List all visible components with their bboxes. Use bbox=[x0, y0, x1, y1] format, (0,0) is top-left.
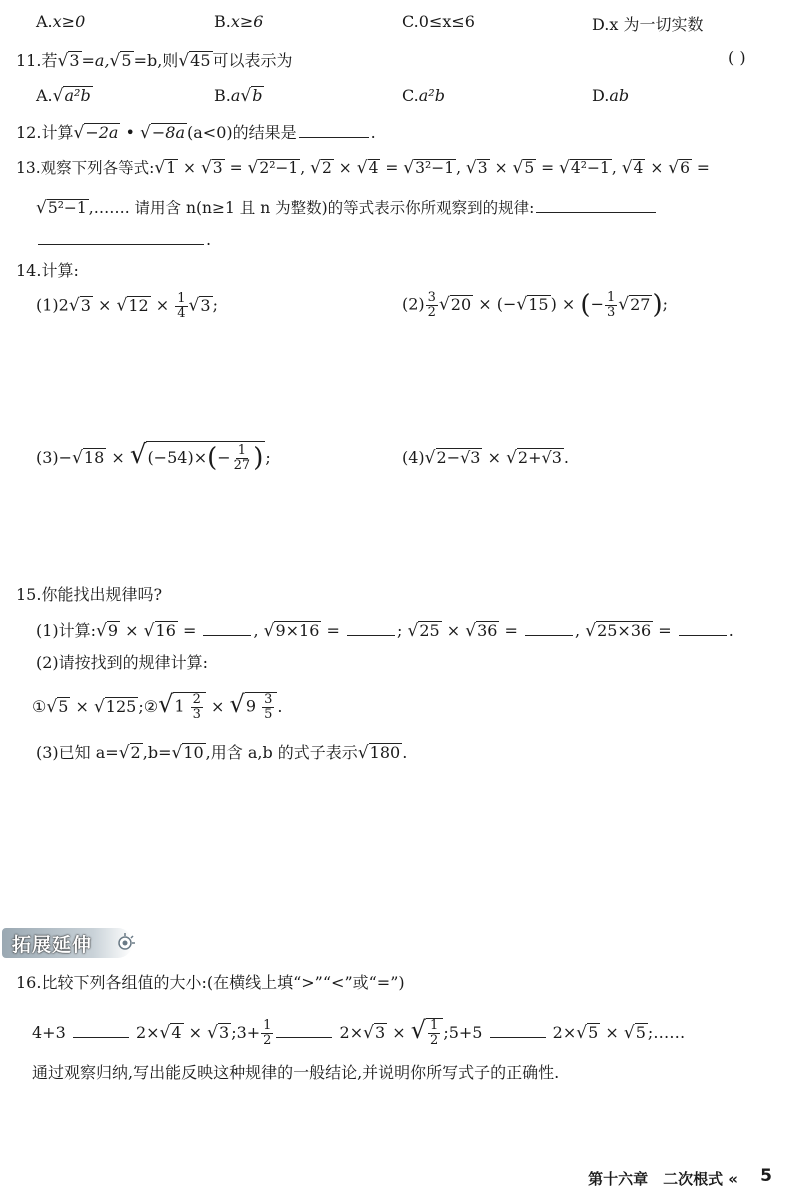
stem-text: (a<0)的结果是 bbox=[187, 123, 297, 142]
q11-option-d bbox=[592, 86, 629, 105]
radicand: 16 bbox=[155, 621, 176, 640]
whole: 1 bbox=[174, 697, 185, 716]
answer-blank[interactable] bbox=[203, 634, 251, 636]
sqrt-symbol: √ bbox=[96, 621, 107, 641]
option-value: 0≤x≤6 bbox=[418, 12, 475, 31]
radicand: 4²−1 bbox=[570, 159, 610, 177]
sqrt-symbol: √ bbox=[140, 123, 151, 143]
radicand: 3 bbox=[374, 1023, 386, 1042]
option-value: x≥6 bbox=[230, 12, 264, 31]
circled-number: ;② bbox=[138, 697, 159, 716]
stem-text: =b,则 bbox=[133, 51, 179, 70]
sqrt-symbol: √ bbox=[310, 158, 321, 178]
sqrt-symbol: √ bbox=[618, 294, 630, 315]
answer-paren: ( ) bbox=[728, 48, 746, 67]
answer-blank[interactable] bbox=[347, 634, 395, 636]
numerator: 3 bbox=[264, 692, 273, 708]
numerator: 2 bbox=[192, 692, 201, 708]
radicand: 3²−1 bbox=[415, 159, 455, 177]
sqrt-symbol: √ bbox=[410, 1016, 427, 1044]
radicand: 15 bbox=[528, 294, 549, 314]
radicand: 36 bbox=[477, 621, 498, 640]
sqrt-symbol: √ bbox=[188, 295, 200, 316]
expression: 2× bbox=[339, 1023, 364, 1042]
stem-text: ,……. 请用含 n(n≥1 且 n 为整数)的等式表示你所观察到的规律: bbox=[88, 199, 535, 217]
fraction bbox=[191, 693, 203, 721]
question-number: 14. bbox=[16, 261, 42, 280]
q12-stem bbox=[16, 120, 376, 143]
sqrt-symbol: √ bbox=[229, 690, 245, 718]
radicand: 3 bbox=[69, 51, 80, 70]
sqrt-symbol: √ bbox=[407, 621, 419, 641]
stem-text: ,b= bbox=[142, 743, 172, 762]
radicand: 2−√3 bbox=[436, 448, 481, 467]
sqrt-symbol: √ bbox=[585, 621, 597, 641]
option-value: x≥0 bbox=[52, 12, 86, 31]
radicand: (−54)×(− $\frac{1}{27}$ ) bbox=[147, 443, 264, 474]
part-label: (4) bbox=[402, 448, 425, 467]
denominator: 27 bbox=[233, 458, 251, 473]
radicand: 27 bbox=[630, 294, 651, 314]
denominator: 3 bbox=[606, 304, 616, 320]
stem-text: ,用含 a,b 的式子表示 bbox=[205, 743, 358, 762]
stem-text: . bbox=[402, 743, 408, 762]
stem-text: 可以表示为 bbox=[212, 51, 293, 70]
answer-blank[interactable] bbox=[299, 136, 369, 138]
q16-conclusion: 通过观察归纳,写出能反映这种规律的一般结论,并说明你所写式子的正确性. bbox=[32, 1063, 560, 1082]
sqrt-symbol: √ bbox=[118, 743, 130, 763]
sqrt-symbol: √ bbox=[240, 86, 252, 106]
numerator: 1 bbox=[263, 1018, 272, 1034]
sqrt-symbol: √ bbox=[356, 158, 368, 178]
option-letter: B. bbox=[214, 86, 231, 105]
q10-option-b bbox=[214, 12, 263, 31]
radicand: 180 bbox=[369, 743, 401, 762]
q10-option-a bbox=[36, 12, 85, 31]
sqrt-symbol: √ bbox=[158, 690, 174, 718]
option-letter: C. bbox=[402, 86, 419, 105]
part-label: (3) bbox=[36, 448, 59, 467]
option-value: a bbox=[230, 86, 241, 105]
sqrt-symbol: √ bbox=[465, 621, 477, 641]
fraction bbox=[262, 693, 274, 721]
option-letter: D. bbox=[592, 15, 610, 34]
sqrt-symbol: √ bbox=[207, 1023, 218, 1043]
sparkle-icon bbox=[114, 932, 136, 954]
stem-text: . bbox=[370, 123, 376, 142]
sqrt-symbol: √ bbox=[57, 51, 69, 71]
sqrt-symbol: √ bbox=[72, 448, 83, 468]
sqrt-symbol: √ bbox=[36, 198, 47, 218]
radicand: 20 bbox=[450, 294, 472, 314]
expression: 4+3 bbox=[32, 1023, 66, 1042]
expression: ;3+ bbox=[231, 1023, 261, 1042]
radicand: 3 bbox=[200, 295, 211, 315]
paren-open: ( bbox=[580, 290, 591, 320]
denominator: 2 bbox=[263, 1033, 272, 1048]
section-title: 拓展延伸 bbox=[12, 934, 93, 956]
stem-text: ; bbox=[212, 295, 218, 315]
answer-blank[interactable] bbox=[73, 1036, 129, 1038]
radicand: 6 bbox=[680, 159, 690, 177]
radicand: 3 bbox=[80, 295, 91, 315]
radicand: 4 bbox=[633, 159, 644, 177]
denominator: 2 bbox=[427, 304, 436, 320]
numerator: 1 bbox=[430, 1018, 439, 1034]
fraction bbox=[175, 292, 187, 320]
radicand: 5 bbox=[524, 159, 535, 177]
expression: 2× bbox=[552, 1023, 577, 1042]
numerator: 1 bbox=[606, 289, 616, 305]
sqrt-symbol: √ bbox=[116, 295, 128, 316]
sqrt-symbol: √ bbox=[143, 621, 155, 641]
sqrt-symbol: √ bbox=[154, 158, 166, 178]
q15-part-3 bbox=[36, 740, 407, 763]
radicand: 4 bbox=[171, 1023, 182, 1042]
q13-stem: 13.观察下列各等式:√1 × √3 = √2²−1 , √2 × √4 = √3²−1 , √3 × √5 = √4²−1 , √4 × √6 = bbox=[16, 158, 710, 178]
denominator: 4 bbox=[177, 305, 186, 321]
sqrt-symbol: √ bbox=[621, 158, 633, 178]
sqrt-symbol: √ bbox=[357, 743, 369, 763]
radicand: 2 bbox=[322, 159, 332, 177]
sqrt-symbol: √ bbox=[438, 294, 450, 315]
stem-text: • bbox=[120, 123, 141, 142]
q15-title bbox=[16, 582, 162, 605]
radicand: −8a bbox=[151, 123, 186, 142]
part-label: (2)请按找到的规律计算: bbox=[36, 653, 209, 672]
sqrt-symbol: √ bbox=[623, 1023, 635, 1043]
answer-blank[interactable] bbox=[276, 1036, 332, 1038]
sqrt-symbol: √ bbox=[559, 158, 570, 178]
sqrt-symbol: √ bbox=[200, 158, 212, 178]
numerator: 1 bbox=[237, 443, 247, 459]
option-value: ab bbox=[609, 86, 630, 105]
stem-text: . bbox=[563, 448, 569, 467]
stem-text: 你能找出规律吗? bbox=[41, 585, 163, 604]
sqrt-symbol: √ bbox=[93, 697, 105, 717]
sqrt-symbol: √ bbox=[516, 294, 528, 315]
radicand: 5²−1 bbox=[47, 199, 87, 217]
sqrt-symbol: √ bbox=[512, 158, 524, 178]
radicand: 3 bbox=[477, 159, 488, 177]
radicand: 5 bbox=[58, 697, 69, 716]
radicand bbox=[173, 692, 206, 721]
fraction bbox=[232, 444, 253, 472]
radicand: 4 bbox=[368, 159, 379, 177]
sqrt-symbol: √ bbox=[109, 51, 121, 71]
expression: 2× bbox=[135, 1023, 160, 1042]
stem-text: 计算 bbox=[41, 123, 74, 142]
expression: ;5+5 bbox=[443, 1023, 483, 1042]
denominator: 5 bbox=[264, 707, 273, 722]
q11-stem bbox=[16, 48, 293, 71]
denominator: 3 bbox=[192, 707, 201, 722]
radicand: 2²−1 bbox=[259, 159, 299, 177]
denominator: 2 bbox=[430, 1033, 439, 1048]
stem-text: =a, bbox=[81, 51, 110, 70]
radicand bbox=[426, 1018, 443, 1047]
sqrt-symbol: √ bbox=[465, 158, 477, 178]
page-number: 5 bbox=[760, 1166, 772, 1186]
fraction bbox=[261, 1019, 273, 1047]
sqrt-symbol: √ bbox=[424, 448, 436, 468]
radicand: 2+√3 bbox=[517, 448, 562, 467]
answer-blank[interactable] bbox=[490, 1036, 546, 1038]
circled-number: ① bbox=[32, 697, 47, 716]
sqrt-symbol: √ bbox=[403, 158, 415, 178]
option-letter: A. bbox=[36, 86, 53, 105]
fraction bbox=[428, 1019, 440, 1047]
sqrt-symbol: √ bbox=[178, 51, 190, 71]
sqrt-symbol: √ bbox=[363, 1023, 374, 1043]
radicand: 25 bbox=[419, 621, 440, 640]
answer-blank[interactable] bbox=[679, 634, 727, 636]
chapter-label: 第十六章 二次根式 « bbox=[588, 1170, 738, 1188]
radicand: 3 bbox=[212, 159, 223, 177]
radicand: 25×36 bbox=[597, 621, 652, 640]
sqrt-symbol: √ bbox=[46, 697, 58, 717]
radicand: −2a bbox=[85, 123, 119, 142]
q15-part-2-items: ①√5 × √125 ;②√1 $\frac{2}{3}$ × √9 $\frac{3}{5}$ . bbox=[32, 690, 283, 722]
q15-part-1: (1)计算:√9 × √16 = , √9×16 = ; √25 × √36 = , √25×36 = . bbox=[36, 621, 734, 641]
option-value: x 为一切实数 bbox=[609, 15, 704, 34]
q13-stem-line2 bbox=[36, 196, 658, 218]
q15-part-2 bbox=[36, 650, 208, 673]
sqrt-symbol: √ bbox=[263, 621, 275, 641]
q10-option-d bbox=[592, 12, 703, 35]
sqrt-symbol: √ bbox=[171, 743, 183, 763]
q11-option-b bbox=[214, 86, 264, 106]
radicand: 5 bbox=[588, 1023, 599, 1042]
radicand: 9×16 bbox=[275, 621, 320, 640]
part-label: (1)计算: bbox=[36, 621, 97, 640]
q16-title bbox=[16, 970, 405, 993]
stem-text: . bbox=[206, 230, 212, 249]
radicand: 5 bbox=[635, 1023, 646, 1042]
section-banner bbox=[2, 928, 132, 958]
q13-stem-line3 bbox=[36, 230, 211, 249]
paren-close: ) bbox=[253, 443, 264, 474]
radicand: 2 bbox=[130, 743, 141, 762]
answer-blank[interactable] bbox=[525, 634, 573, 636]
paren-close: ) bbox=[652, 290, 663, 320]
q14-title bbox=[16, 258, 79, 281]
sqrt-symbol: √ bbox=[668, 158, 680, 178]
sqrt-symbol: √ bbox=[52, 86, 64, 106]
radicand: 9 bbox=[107, 621, 119, 640]
stem-text: 比较下列各组值的大小:(在横线上填“>”“<”或“=”) bbox=[41, 973, 405, 992]
option-letter: B. bbox=[214, 12, 231, 31]
radicand: 10 bbox=[183, 743, 204, 762]
q10-option-c bbox=[402, 12, 475, 31]
answer-blank[interactable] bbox=[38, 243, 204, 245]
question-number: 15. bbox=[16, 585, 42, 604]
radicand: 125 bbox=[105, 697, 137, 716]
fraction bbox=[605, 291, 617, 319]
q14-part-4: (4)√2−√3 × √2+√3 . bbox=[402, 448, 569, 468]
question-number: 11. bbox=[16, 51, 42, 70]
expression: ;…… bbox=[647, 1023, 686, 1042]
sqrt-symbol: √ bbox=[68, 295, 80, 316]
radicand-text: (−54)× bbox=[147, 448, 208, 467]
sqrt-symbol: √ bbox=[506, 448, 517, 468]
option-letter: A. bbox=[36, 12, 53, 31]
question-number: 16. bbox=[16, 973, 42, 992]
q14-part-3: (3)−√18 × √(−54)×(− $\frac{1}{27}$ ) ; bbox=[36, 440, 271, 474]
radicand: 5 bbox=[121, 51, 132, 70]
radicand: b bbox=[252, 86, 263, 105]
coefficient: 2 bbox=[58, 295, 69, 315]
fraction bbox=[426, 291, 438, 319]
sqrt-symbol: √ bbox=[159, 1023, 171, 1043]
numerator: 1 bbox=[177, 291, 186, 306]
part-label: (1) bbox=[36, 295, 59, 315]
q11-option-a bbox=[36, 86, 93, 106]
paren-open: ( bbox=[207, 443, 218, 474]
sqrt-symbol: √ bbox=[73, 123, 85, 143]
stem-text: 计算: bbox=[41, 261, 79, 280]
q16-comparisons: 4+3 2×√4 × √3 ;3+ $\frac{1}{2}$ 2×√3 × √ $\frac{1}{2}$ ;5+5 2×√5 × √5 ;…… bbox=[32, 1016, 686, 1048]
radicand: 45 bbox=[190, 51, 211, 70]
q11-option-c bbox=[402, 86, 445, 105]
stem-text: (3)已知 a= bbox=[36, 743, 119, 762]
sqrt-symbol: √ bbox=[576, 1023, 588, 1043]
radicand: 18 bbox=[83, 448, 105, 467]
question-number: 13. bbox=[16, 159, 41, 177]
sqrt-symbol: √ bbox=[129, 440, 147, 470]
stem-text: 观察下列各等式: bbox=[40, 159, 155, 177]
numerator: 3 bbox=[427, 289, 436, 305]
sqrt-symbol: √ bbox=[247, 158, 259, 178]
q14-part-1: (1)2√3 × √12 × $\frac{1}{4}$ √3 ; bbox=[36, 291, 218, 321]
radicand: 12 bbox=[128, 295, 149, 315]
radicand: 1 bbox=[166, 159, 177, 177]
question-number: 12. bbox=[16, 123, 42, 142]
option-value: a²b bbox=[418, 86, 445, 105]
answer-blank[interactable] bbox=[536, 211, 656, 213]
option-letter: D. bbox=[592, 86, 610, 105]
stem-text: 若 bbox=[41, 51, 58, 70]
radicand bbox=[245, 692, 278, 721]
q14-part-2: (2) $\frac{3}{2}$ √20 × (−√15 ) × (− $\frac{1}{3}$ √27); bbox=[402, 289, 669, 320]
radicand: 3 bbox=[219, 1023, 230, 1042]
part-label: (2) bbox=[402, 294, 425, 314]
radicand: a²b bbox=[64, 86, 91, 105]
whole: 9 bbox=[245, 697, 256, 716]
option-letter: C. bbox=[402, 12, 419, 31]
